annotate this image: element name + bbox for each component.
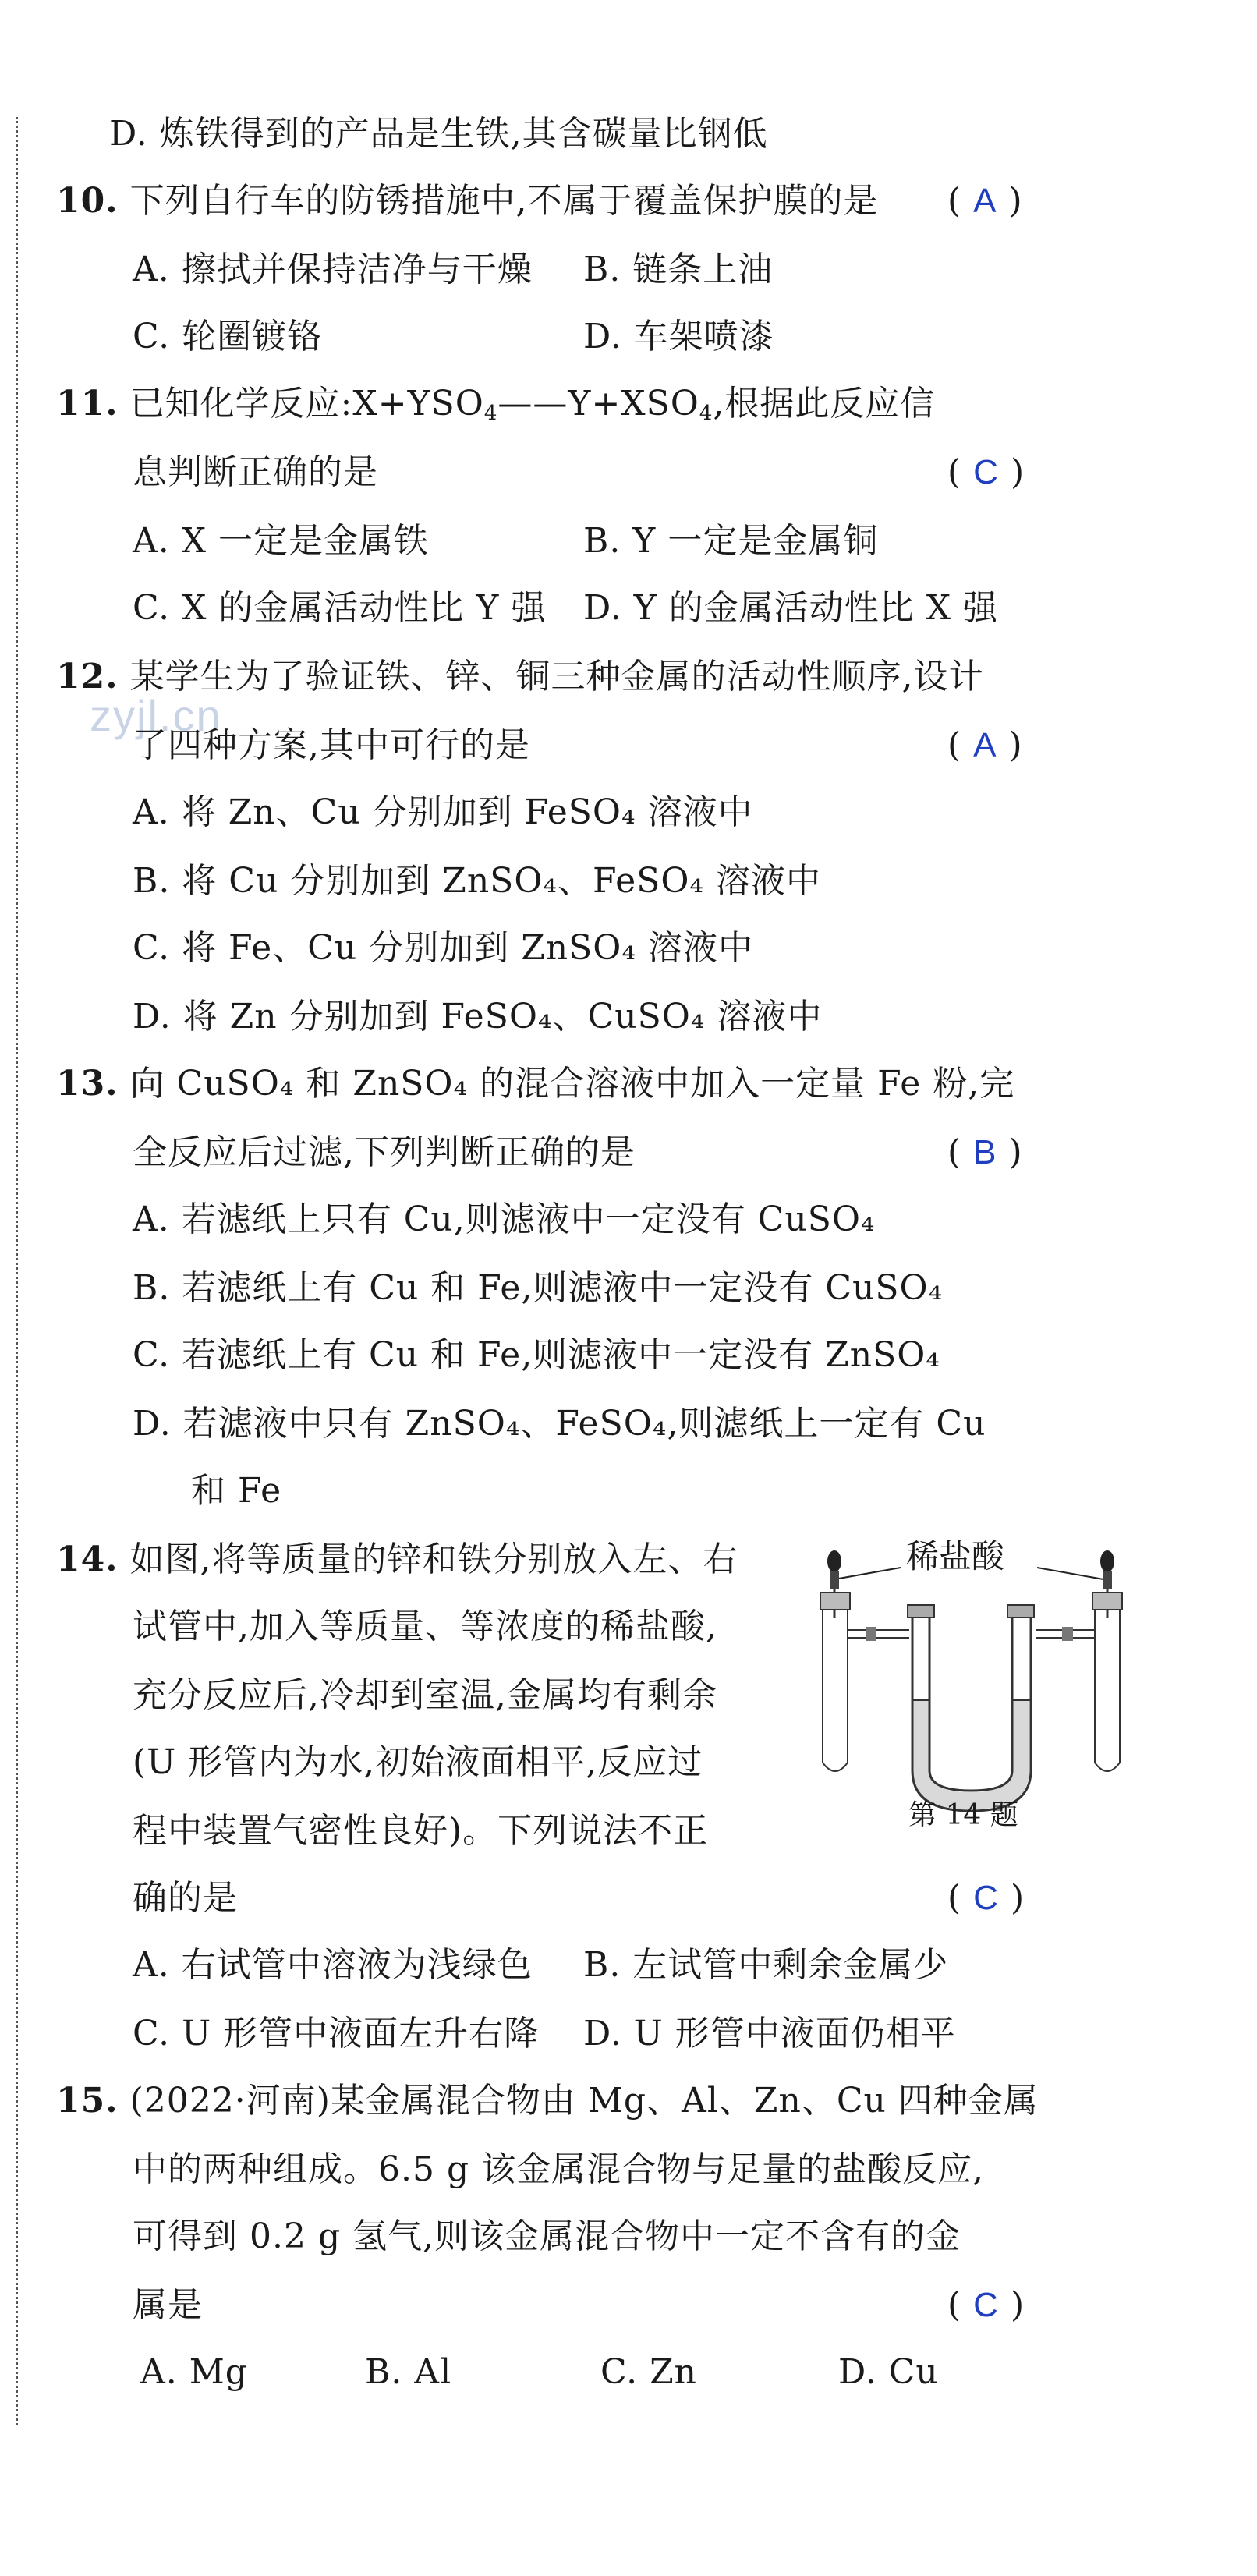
u-tube-apparatus-figure xyxy=(811,1536,1138,1841)
q15-stem-line2: 中的两种组成。6.5 g 该金属混合物与足量的盐酸反应, xyxy=(133,2149,985,2189)
q12-option-a: A. 将 Zn、Cu 分别加到 FeSO₄ 溶液中 xyxy=(133,792,753,832)
q15-stem-line4: 属是 xyxy=(133,2285,203,2325)
q14-stem xyxy=(56,1540,738,1579)
q14-stem-line2: 试管中,加入等质量、等浓度的稀盐酸, xyxy=(133,1607,717,1646)
label-leader-left xyxy=(834,1568,901,1579)
q11-sub-1: 4 xyxy=(483,402,498,425)
q12-option-b: B. 将 Cu 分别加到 ZnSO₄、FeSO₄ 溶液中 xyxy=(133,861,822,901)
q11-answer-box: ( C ) xyxy=(947,452,1025,492)
q15-stem-line1: (2022·河南)某金属混合物由 Mg、Al、Zn、Cu 四种金属 xyxy=(129,2081,1039,2121)
q11-sub-2: 4 xyxy=(699,402,713,425)
q12-answer: A xyxy=(973,726,997,764)
q15-stem xyxy=(56,2081,1039,2121)
q13-answer-box: ( B ) xyxy=(947,1132,1022,1172)
watermark: zyjl.cn xyxy=(90,691,222,740)
q13-option-a: A. 若滤纸上只有 Cu,则滤液中一定没有 CuSO₄ xyxy=(133,1199,876,1239)
q11-stem-part-c: ,根据此反应信 xyxy=(713,384,936,423)
q14-stem-line5: 程中装置气密性良好)。下列说法不正 xyxy=(133,1811,709,1851)
q12-stem-text: 某学生为了验证铁、锌、铜三种金属的活动性顺序,设计 xyxy=(129,657,984,696)
q13-option-c: C. 若滤纸上有 Cu 和 Fe,则滤液中一定没有 ZnSO₄ xyxy=(133,1335,940,1375)
q14-stem-line1: 如图,将等质量的锌和铁分别放入左、右 xyxy=(129,1540,738,1579)
q15-number: 15. xyxy=(56,2081,119,2121)
q10-option-c: C. 轮圈镀铬 xyxy=(133,317,323,356)
figure-label-dilute-hcl: 稀盐酸 xyxy=(906,1537,1005,1575)
q11-option-b: B. Y 一定是金属铜 xyxy=(583,521,879,561)
q11-stem-part-a: 已知化学反应:X+YSO xyxy=(129,384,484,423)
q14-option-b: B. 左试管中剩余金属少 xyxy=(583,1945,949,1985)
left-test-tube xyxy=(820,1593,850,1771)
q11-option-a: A. X 一定是金属铁 xyxy=(133,521,430,561)
q10-option-d: D. 车架喷漆 xyxy=(583,317,774,356)
q11-option-c: C. X 的金属活动性比 Y 强 xyxy=(133,588,547,628)
q13-stem-text: 向 CuSO₄ 和 ZnSO₄ 的混合溶液中加入一定量 Fe 粉,完 xyxy=(129,1064,1015,1104)
connecting-tubes xyxy=(848,1627,1095,1641)
right-test-tube xyxy=(1092,1593,1122,1771)
q15-stem-line3: 可得到 0.2 g 氢气,则该金属混合物中一定不含有的金 xyxy=(133,2216,961,2256)
q14-stem-line4: (U 形管内为水,初始液面相平,反应过 xyxy=(133,1742,703,1782)
q11-stem-line2: 息判断正确的是 xyxy=(133,452,378,492)
q15-option-b: B. Al xyxy=(365,2352,452,2392)
q14-option-d: D. U 形管中液面仍相平 xyxy=(583,2014,956,2053)
q14-answer: C xyxy=(973,1879,998,1917)
q14-stem-line3: 充分反应后,冷却到室温,金属均有剩余 xyxy=(133,1675,717,1715)
q14-option-c: C. U 形管中液面左升右降 xyxy=(133,2014,540,2053)
q9-option-d: D. 炼铁得到的产品是生铁,其含碳量比钢低 xyxy=(109,114,768,154)
q10-answer: A xyxy=(973,182,997,220)
q11-answer: C xyxy=(973,453,998,491)
q13-option-d-line2: 和 Fe xyxy=(191,1471,282,1511)
q10-option-b: B. 链条上油 xyxy=(583,250,774,289)
q14-answer-box: ( C ) xyxy=(947,1878,1025,1918)
q15-option-d: D. Cu xyxy=(838,2352,939,2392)
q12-answer-box: ( A ) xyxy=(947,725,1022,765)
q12-option-d: D. 将 Zn 分别加到 FeSO₄、CuSO₄ 溶液中 xyxy=(133,997,823,1036)
q11-option-d: D. Y 的金属活动性比 X 强 xyxy=(583,588,999,628)
q10-answer-box: ( A ) xyxy=(947,181,1022,221)
q11-stem-part-b: ——Y+XSO xyxy=(497,384,699,423)
q13-option-d-line1: D. 若滤液中只有 ZnSO₄、FeSO₄,则滤纸上一定有 Cu xyxy=(133,1404,986,1444)
q15-option-c: C. Zn xyxy=(600,2352,697,2392)
q10-stem-text: 下列自行车的防锈措施中,不属于覆盖保护膜的是 xyxy=(129,181,879,221)
q10-number: 10. xyxy=(56,181,119,221)
q10-stem xyxy=(56,181,879,221)
label-leader-right xyxy=(1037,1568,1103,1579)
q13-stem xyxy=(56,1064,1015,1104)
q11-stem xyxy=(56,384,936,425)
q13-stem-line2: 全反应后过滤,下列判断正确的是 xyxy=(133,1132,636,1172)
q12-stem xyxy=(56,657,984,696)
q14-stem-line6: 确的是 xyxy=(133,1878,238,1918)
q15-answer-box: ( C ) xyxy=(947,2285,1025,2325)
q15-answer: C xyxy=(973,2286,998,2324)
figure-caption: 第 14 题 xyxy=(908,1799,1018,1831)
q12-option-c: C. 将 Fe、Cu 分别加到 ZnSO₄ 溶液中 xyxy=(133,928,753,968)
q13-option-b: B. 若滤纸上有 Cu 和 Fe,则滤液中一定没有 CuSO₄ xyxy=(133,1268,944,1308)
q15-option-a: A. Mg xyxy=(140,2352,248,2392)
q10-option-a: A. 擦拭并保持洁净与干燥 xyxy=(133,250,533,289)
q13-number: 13. xyxy=(56,1064,119,1104)
u-tube xyxy=(908,1605,1034,1811)
q12-number: 12. xyxy=(56,657,119,696)
q14-number: 14. xyxy=(56,1540,119,1579)
q14-option-a: A. 右试管中溶液为浅绿色 xyxy=(133,1945,533,1985)
q13-answer: B xyxy=(973,1133,997,1171)
q11-number: 11. xyxy=(56,384,119,423)
q12-stem-line2: 了四种方案,其中可行的是 xyxy=(133,725,530,765)
